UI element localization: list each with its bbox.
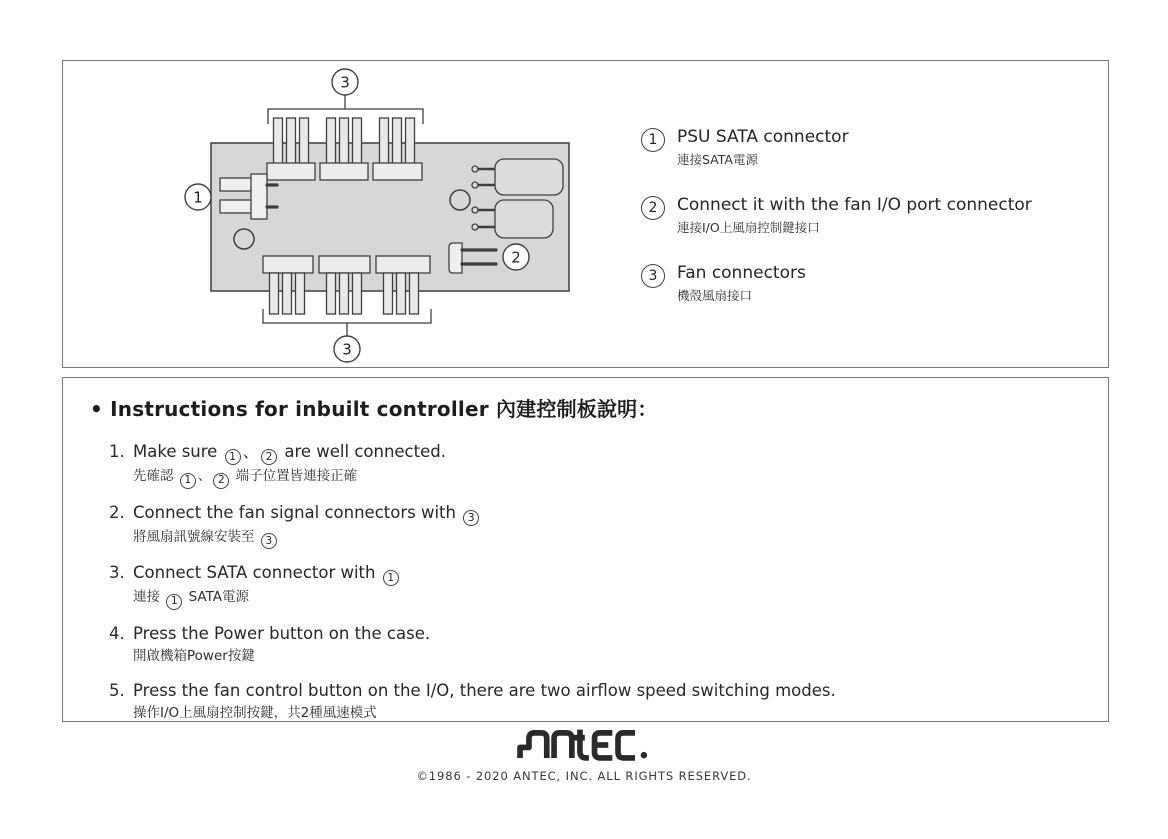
inline-callout-3: 3 (261, 533, 277, 549)
mounting-hole-right (450, 190, 470, 210)
legend-num-badge: 2 (641, 196, 665, 220)
diagram-panel (62, 60, 1109, 368)
inline-callout-2: 2 (261, 449, 277, 465)
step-list (109, 441, 1108, 724)
step-number: 4. (109, 623, 125, 643)
legend-text (677, 263, 806, 304)
step-text-en: Press the fan control button on the I/O, there are two airflow speed switching modes. (133, 680, 836, 700)
step-body (133, 623, 430, 667)
heading-text: Instructions for inbuilt controller 內建控制板說明： (110, 397, 658, 421)
step-number: 1. (109, 442, 125, 461)
step-text-zh: 連接 1 SATA電源 (133, 586, 401, 609)
svg-text:2: 2 (511, 248, 521, 267)
step-text-en: Connect SATA connector with 1 (133, 562, 401, 586)
step-number: 2. (109, 502, 125, 522)
legend-text (677, 127, 849, 168)
step-body (133, 441, 446, 489)
inline-callout-1: 1 (225, 449, 241, 465)
inline-callout-1: 1 (166, 594, 182, 610)
step-text-zh: 將風扇訊號線安裝至 3 (133, 526, 481, 549)
antec-logo (515, 728, 653, 762)
inline-callout-1: 1 (180, 473, 196, 489)
fan-connectors-top (267, 118, 422, 180)
callout-2 (503, 244, 529, 270)
inline-callout-3: 3 (463, 510, 479, 526)
step-body (133, 502, 481, 550)
step-text-zh: 先確認 1 、 2 端子位置皆連接正確 (133, 465, 446, 488)
fan-controller-board-diagram (63, 61, 588, 366)
step-text-en: Press the Power button on the case. (133, 623, 431, 643)
step-number: 5. (109, 680, 125, 700)
legend-item (641, 195, 1091, 236)
step-text-zh: 開啟機箱Power按鍵 (133, 647, 255, 664)
legend-item (641, 127, 1091, 168)
step-item (109, 623, 1108, 667)
step-body (133, 680, 836, 724)
inline-callout-2: 2 (213, 473, 229, 489)
legend (641, 127, 1091, 304)
svg-text:3: 3 (342, 340, 352, 359)
callout-3-top (268, 69, 423, 124)
step-item (109, 502, 1108, 550)
legend-text-en: PSU SATA connector (677, 127, 849, 147)
footer (0, 728, 1168, 783)
fan-connectors-bottom (263, 256, 430, 314)
copyright-text: ©1986 - 2020 ANTEC, INC. ALL RIGHTS RESERVED. (416, 769, 752, 783)
step-item (109, 680, 1108, 724)
inline-callout-1: 1 (383, 570, 399, 586)
instructions-heading (90, 393, 1108, 422)
step-item (109, 562, 1108, 610)
step-text-en: Connect the fan signal connectors with 3 (133, 502, 481, 526)
legend-item (641, 263, 1091, 304)
legend-text (677, 195, 1032, 236)
step-text-zh: 操作I/O上風扇控制按鍵，共2種風速模式 (133, 704, 377, 721)
svg-text:3: 3 (340, 73, 350, 92)
instructions-panel (62, 377, 1109, 722)
heading-bullet: • (90, 397, 103, 421)
legend-text-en: Fan connectors (677, 263, 806, 283)
svg-text:1: 1 (193, 188, 203, 207)
legend-num-badge: 3 (641, 264, 665, 288)
legend-text-zh: 連接SATA電源 (677, 152, 758, 167)
step-item (109, 441, 1108, 489)
step-body (133, 562, 401, 610)
legend-text-zh: 機殼風扇接口 (677, 288, 753, 303)
callout-1 (185, 184, 211, 210)
legend-num-badge: 1 (641, 128, 665, 152)
mounting-hole-left (234, 229, 254, 249)
step-number: 3. (109, 563, 125, 582)
legend-text-en: Connect it with the fan I/O port connector (677, 195, 1032, 215)
step-text-en: Make sure 1 、 2 are well connected. (133, 441, 446, 465)
legend-text-zh: 連接I/O上風扇控制鍵接口 (677, 220, 820, 235)
callout-3-bottom (263, 309, 431, 362)
